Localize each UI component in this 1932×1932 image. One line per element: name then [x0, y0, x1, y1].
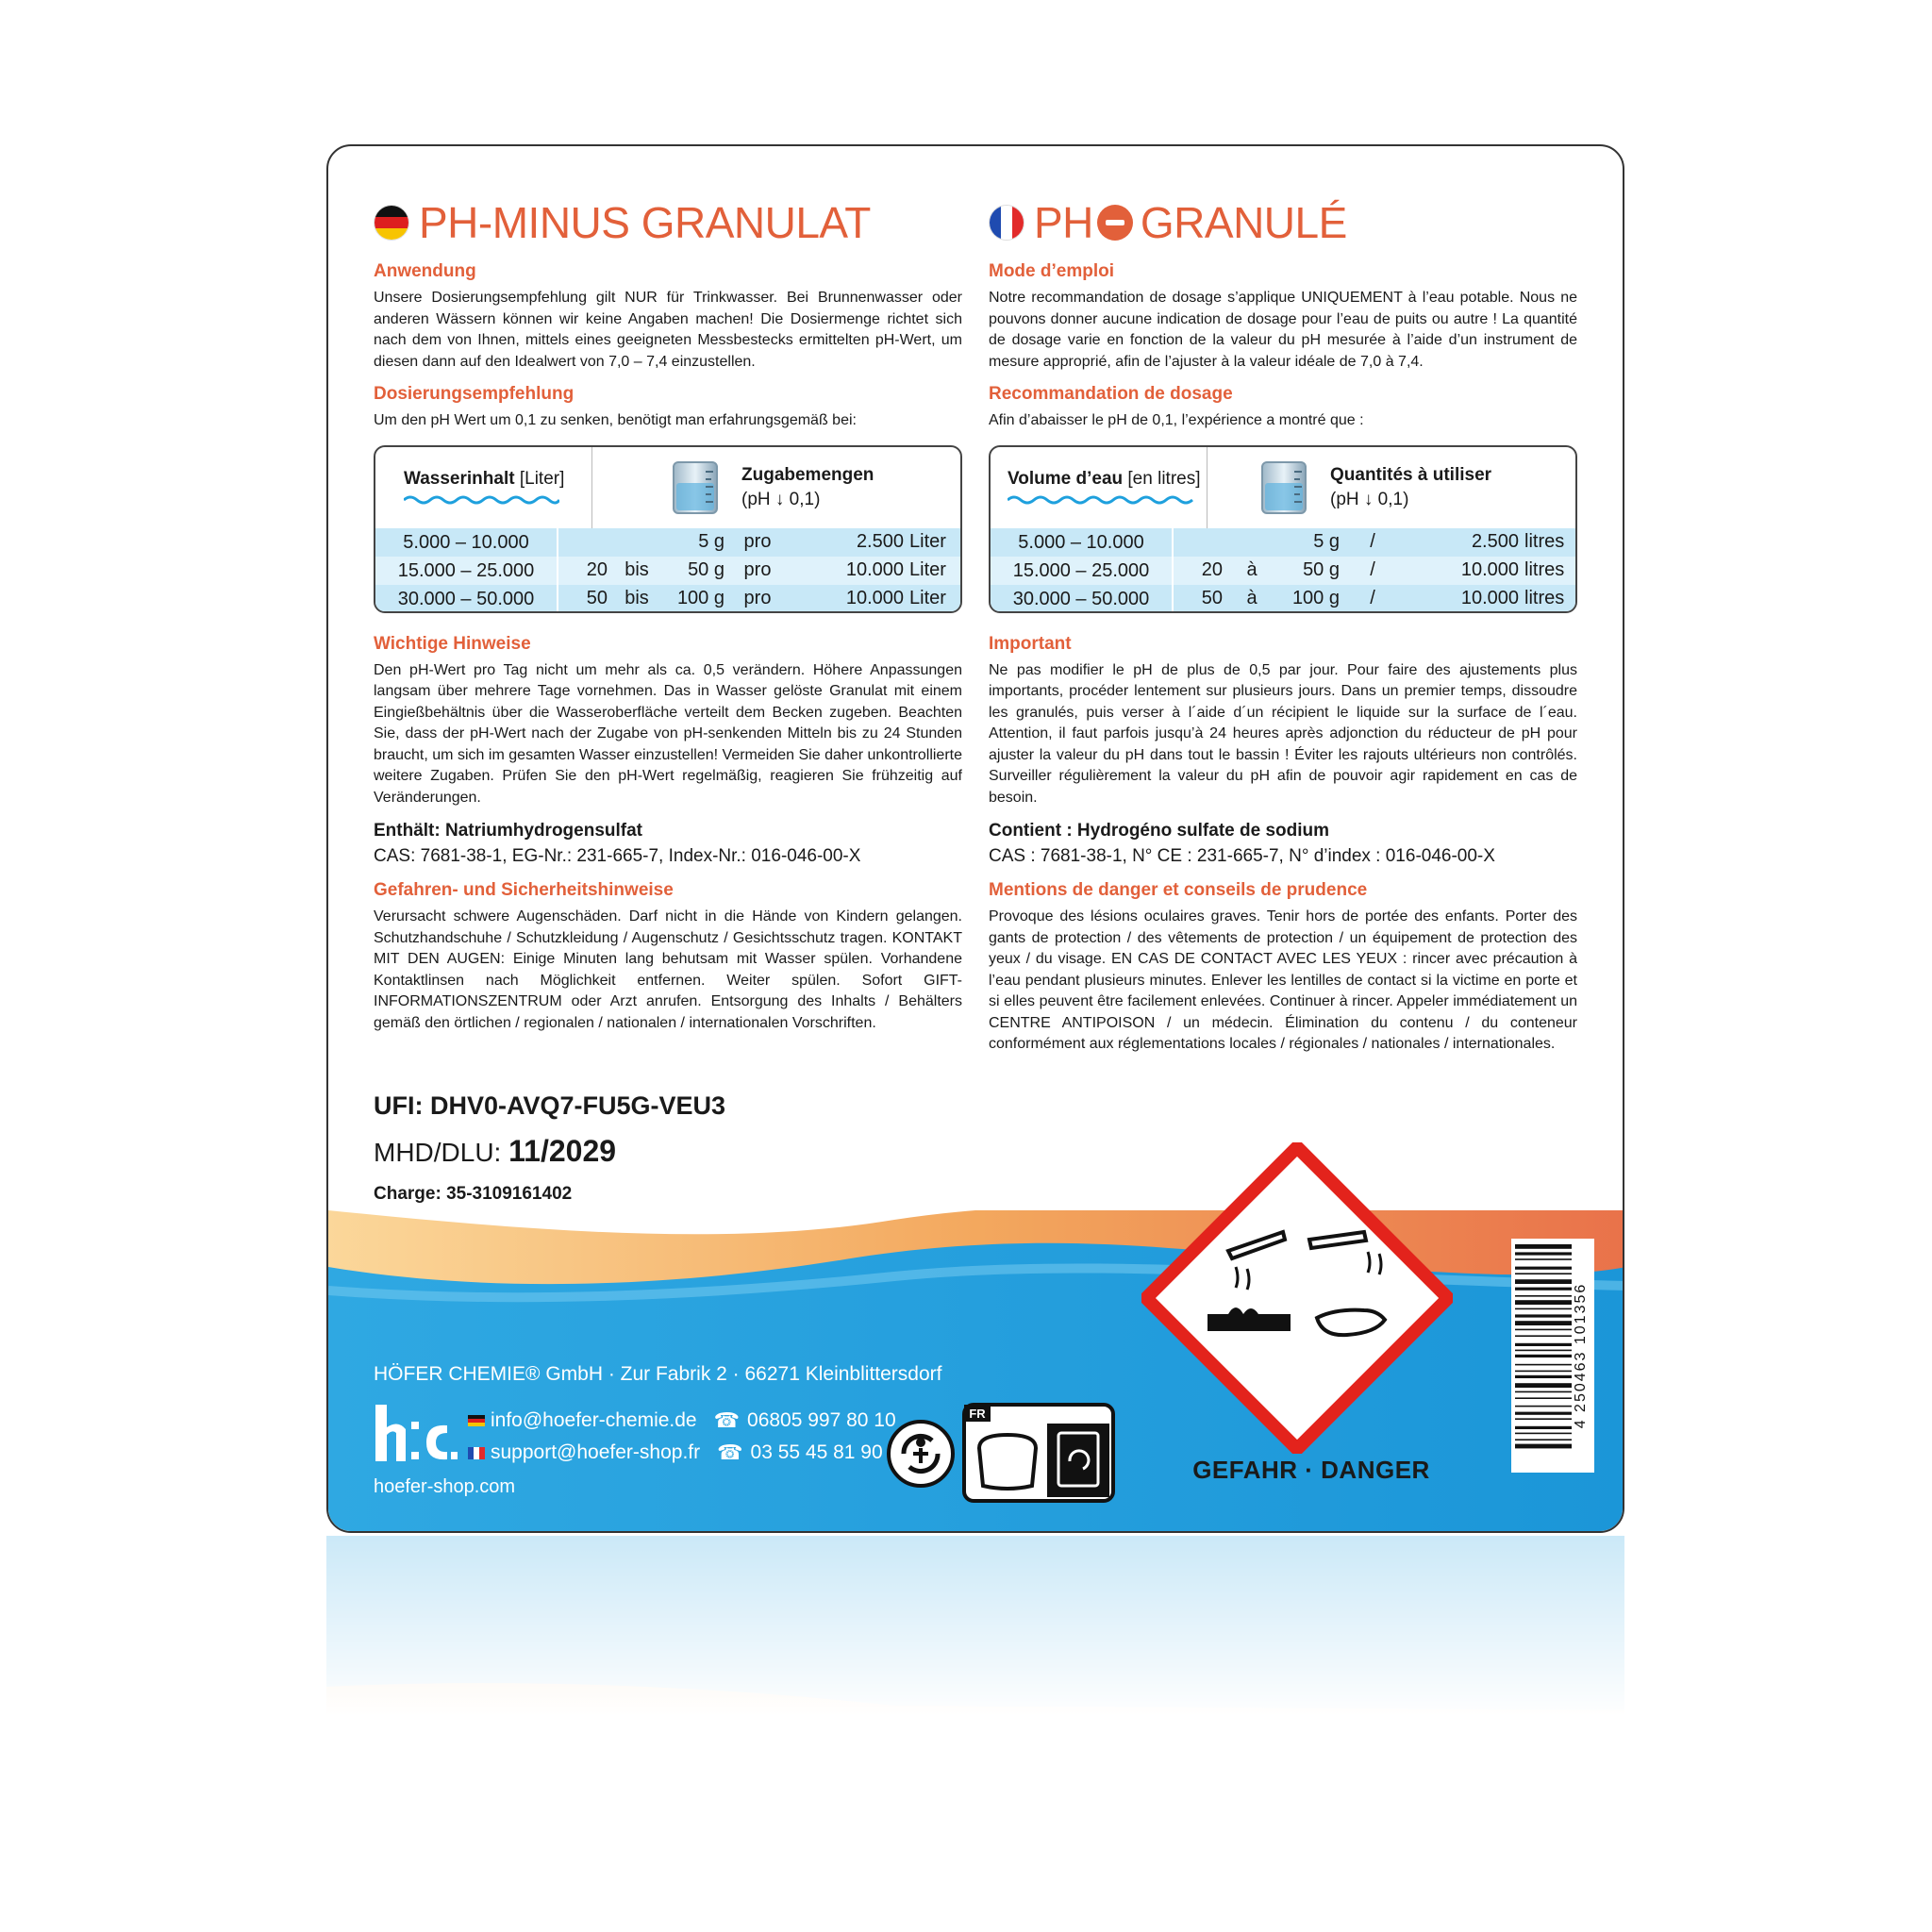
barcode-bar	[1515, 1329, 1572, 1331]
barcode-bar	[1515, 1391, 1572, 1393]
barcode-bar	[1515, 1355, 1572, 1357]
barcode-bar	[1515, 1444, 1572, 1449]
barcode-bar	[1515, 1288, 1572, 1291]
hc-logo	[374, 1401, 458, 1467]
beaker-icon	[668, 458, 723, 517]
amount-max: 5 g	[698, 531, 724, 552]
phone-icon: ☎	[717, 1441, 743, 1464]
amount-sep: bis	[625, 559, 649, 580]
fr-dose-heading: Recommandation de dosage	[989, 384, 1233, 404]
de-dose-table	[374, 445, 962, 613]
de-col1-unit: [Liter]	[519, 468, 565, 489]
volume-cell: 5.000 – 10.000	[991, 528, 1174, 557]
amount-min: 20	[586, 559, 608, 580]
table-row	[991, 528, 1575, 557]
danger-signal-word: GEFAHR · DANGER	[1192, 1456, 1430, 1484]
amount-min: 50	[1201, 588, 1223, 608]
wave-icon	[404, 493, 559, 507]
de-dose-heading: Dosierungsempfehlung	[374, 384, 575, 404]
per-word: /	[1370, 588, 1375, 608]
barcode-bar	[1515, 1375, 1572, 1378]
de-notes-text: Den pH-Wert pro Tag nicht um mehr als ca. 0,5 verändern. Höhere Anpassungen langsam über mehrere Tage vornehmen. Das in Wasser gelöste Granulat mit einem Eingießbehältnis über die Wasseroberfläche verteilt dem Becken zugeben. Beachten Sie, dass der pH-Wert nach der Zugabe von pH-senkenden Mitteln bis zu 24 Stunden braucht, um sich im gesamten Wasser einzustellen! Vermeiden Sie daher unkontrollierte weitere Zugaben. Prüfen Sie den pH-Wert regelmäßig, reagieren Sie frühzeitig auf Veränderungen.	[374, 661, 962, 806]
beaker-icon	[1257, 458, 1311, 517]
de-dose-intro: Um den pH Wert um 0,1 zu senken, benötigt man erfahrungsgemäß bei:	[374, 412, 857, 428]
barcode-bar	[1515, 1343, 1572, 1346]
de-cas: CAS: 7681-38-1, EG-Nr.: 231-665-7, Index-Nr.: 016-046-00-X	[374, 846, 861, 866]
german-column	[374, 195, 962, 1034]
triman-icon	[889, 1422, 953, 1486]
de-notes-heading: Wichtige Hinweise	[374, 633, 531, 654]
table-row	[375, 557, 960, 585]
amount-max: 5 g	[1313, 531, 1340, 552]
germany-flag-icon	[374, 205, 409, 241]
volume-cell: 30.000 – 50.000	[991, 585, 1174, 613]
email-de[interactable]: info@hoefer-chemie.de	[491, 1409, 697, 1431]
fr-usage-text: Notre recommandation de dosage s’applique UNIQUEMENT à l’eau potable. Nous ne pouvons donner aucune indication de dosage pour l’eau de puits ou autre ! La quantité de dosage varie en fonction de la valeur du pH mesurée à l’aide d’un instrument de mesure approprié, afin de l’ajuster à la valeur idéale de 7,0 à 7,4.	[989, 290, 1577, 370]
per-word: pro	[743, 588, 772, 608]
wave-icon	[1008, 493, 1196, 507]
contact-fr	[468, 1441, 883, 1465]
per-word: /	[1370, 559, 1375, 580]
de-usage-heading: Anwendung	[374, 261, 476, 281]
phone-de: 06805 997 80 10	[747, 1409, 896, 1431]
per-unit: litres	[1524, 588, 1565, 608]
barcode-bar	[1515, 1321, 1572, 1325]
barcode-number: 4 250463 101356	[1573, 1282, 1589, 1429]
fr-col1-unit: [en litres]	[1127, 468, 1201, 489]
table-row	[375, 585, 960, 613]
barcode-bar	[1515, 1397, 1572, 1399]
fr-col2-sub: (pH ↓ 0,1)	[1330, 489, 1409, 509]
french-column	[989, 195, 1577, 1056]
per-unit: Liter	[909, 588, 946, 608]
barcode-bar	[1515, 1300, 1572, 1305]
corrosive-ghs05-icon	[1141, 1142, 1453, 1454]
fr-title-row	[989, 195, 1577, 250]
per-volume: 10.000	[1460, 559, 1519, 580]
volume-cell: 5.000 – 10.000	[375, 528, 558, 557]
amount-max: 100 g	[1291, 588, 1340, 608]
barcode-icon	[1511, 1239, 1594, 1473]
per-volume: 10.000	[845, 588, 904, 608]
amount-min: 50	[586, 588, 608, 608]
amount-sep: à	[1246, 588, 1257, 608]
de-hazard-text: Verursacht schwere Augenschäden. Darf nicht in die Hände von Kindern gelangen. Schutzhandschuhe / Schutzkleidung / Augenschutz / Gesichtsschutz tragen. KONTAKT MIT DEN AUGEN: Einige Minuten lang behutsam mit Wasser spülen. Vorhandene Kontaktlinsen nach Möglichkeit entfernen. Weiter spülen. Sofort GIFT-INFORMATIONSZENTRUM oder Arzt anrufen. Entsorgung des Inhalts / Behälters gemäß den örtlichen / regionalen / nationalen / internationalen Vorschriften.	[374, 908, 962, 1031]
label-reflection	[326, 1536, 1624, 1724]
container-icon	[979, 1435, 1036, 1489]
fr-title-granule: GRANULÉ	[1140, 198, 1347, 247]
volume-cell: 15.000 – 25.000	[991, 557, 1174, 585]
table-row	[991, 557, 1575, 585]
per-unit: Liter	[909, 531, 946, 552]
batch-info	[374, 1091, 725, 1205]
barcode-bar	[1515, 1418, 1572, 1420]
barcode-bar	[1515, 1244, 1572, 1249]
barcode-bar	[1515, 1439, 1572, 1441]
de-title-row	[374, 195, 962, 250]
barcode-bar	[1515, 1267, 1572, 1270]
per-word: pro	[743, 531, 772, 552]
best-before	[374, 1134, 725, 1169]
barcode-bar	[1515, 1371, 1572, 1373]
de-contains: Enthält: Natriumhydrogensulfat	[374, 821, 643, 841]
amount-max: 50 g	[688, 559, 724, 580]
per-volume: 10.000	[1460, 588, 1519, 608]
volume-cell: 30.000 – 50.000	[375, 585, 558, 613]
ufi-code: UFI: DHV0-AVQ7-FU5G-VEU3	[374, 1091, 726, 1120]
barcode-bar	[1515, 1383, 1572, 1388]
barcode-bar	[1515, 1314, 1572, 1317]
per-word: /	[1370, 531, 1375, 552]
fr-hazard-text: Provoque des lésions oculaires graves. Tenir hors de portée des enfants. Porter des gants de protection / des vêtements de protection / un équipement de protection des yeux / du visage. EN CAS DE CONTACT AVEC LES YEUX : rincer avec précaution à l’eau pendant plusieurs minutes. Enlever les lentilles de contact si la victime en porte et si elles peuvent être facilement enlevées. Continuer à rincer. Appeler immédiatement un CENTRE ANTIPOISON / un médecin. Élimination du contenu / du conteneur conformément aux réglementations locales / régionales / nationales / internationales.	[989, 908, 1577, 1052]
recycling-info	[885, 1393, 1130, 1511]
product-label	[326, 144, 1624, 1533]
fr-dose-intro: Afin d’abaisser le pH de 0,1, l’expérience a montré que :	[989, 412, 1364, 428]
germany-flag-icon	[468, 1415, 485, 1427]
fr-cas: CAS : 7681-38-1, N° CE : 231-665-7, N° d’index : 016-046-00-X	[989, 846, 1495, 866]
amount-max: 50 g	[1303, 559, 1340, 580]
barcode-bar	[1515, 1258, 1572, 1260]
website[interactable]: hoefer-shop.com	[374, 1476, 516, 1497]
france-flag-icon	[468, 1447, 485, 1459]
fr-notes-heading: Important	[989, 633, 1072, 654]
company-address: HÖFER CHEMIE® GmbH · Zur Fabrik 2 · 66271 Kleinblittersdorf	[374, 1363, 942, 1385]
phone-icon: ☎	[713, 1408, 741, 1432]
fr-dose-table	[989, 445, 1577, 613]
contact-de	[468, 1408, 896, 1433]
de-col2-sub: (pH ↓ 0,1)	[741, 489, 821, 509]
barcode-bar	[1515, 1308, 1572, 1310]
fr-notes-text: Ne pas modifier le pH de plus de 0,5 par jour. Pour faire des ajustements plus importants, procéder lentement sur plusieurs jours. Dans un premier temps, dissoudre les granulés, puis verser à l´aide d´un récipient le liquide sur la surface de l´eau. Attention, il faut parfois jusqu’à 24 heures après adjonction du réducteur de pH pour ajuster la valeur du pH dans tout le bassin ! Éviter les rajouts ultérieurs non contrôlés. Surveiller régulièrement la valeur du pH afin de pouvoir agir rapidement en cas de besoin.	[989, 661, 1577, 806]
per-volume: 10.000	[845, 559, 904, 580]
de-title: PH-MINUS GRANULAT	[419, 198, 871, 247]
de-col1-header: Wasserinhalt	[404, 468, 515, 489]
france-flag-icon	[989, 205, 1024, 241]
de-hazard-heading: Gefahren- und Sicherheitshinweise	[374, 880, 674, 900]
fr-title-ph: PH	[1034, 198, 1093, 247]
email-fr[interactable]: support@hoefer-shop.fr	[491, 1441, 701, 1463]
barcode-bar	[1515, 1350, 1572, 1352]
amount-max: 100 g	[676, 588, 724, 608]
de-col2-header: Zugabemengen	[741, 464, 874, 485]
per-word: pro	[743, 559, 772, 580]
barcode-bar	[1515, 1252, 1572, 1255]
amount-sep: à	[1246, 559, 1257, 580]
barcode-bar	[1515, 1273, 1572, 1274]
fr-col1-header: Volume d’eau	[1008, 468, 1124, 489]
minus-icon	[1097, 205, 1133, 241]
barcode-bar	[1515, 1279, 1572, 1284]
fr-contains: Contient : Hydrogéno sulfate de sodium	[989, 821, 1330, 841]
per-unit: litres	[1524, 531, 1565, 552]
table-row	[991, 585, 1575, 613]
mhd-value: 11/2029	[508, 1134, 617, 1168]
barcode-bar	[1515, 1433, 1572, 1435]
per-volume: 2.500	[1471, 531, 1519, 552]
barcode-bar	[1515, 1412, 1572, 1415]
de-usage-text: Unsere Dosierungsempfehlung gilt NUR für Trinkwasser. Bei Brunnenwasser oder anderen Wässern können wir keine Angaben machen! Die Dosiermenge richtet sich nach dem von Ihnen, mittels eines geeigneten Messbestecks ermittelten pH-Wert, um diesen dann auf den Idealwert von 7,0 – 7,4 einzustellen.	[374, 290, 962, 370]
fr-hazard-heading: Mentions de danger et conseils de prudence	[989, 880, 1368, 900]
volume-cell: 15.000 – 25.000	[375, 557, 558, 585]
amount-min: 20	[1201, 559, 1223, 580]
triman-fr-tag: FR	[969, 1407, 986, 1421]
mhd-label: MHD/DLU:	[374, 1138, 502, 1167]
per-volume: 2.500	[856, 531, 904, 552]
barcode-bar	[1515, 1295, 1572, 1297]
barcode-bar	[1515, 1406, 1572, 1407]
table-row	[375, 528, 960, 557]
barcode-bar	[1515, 1364, 1572, 1366]
per-unit: litres	[1524, 559, 1565, 580]
barcode-bar	[1515, 1426, 1572, 1429]
barcode-bar	[1515, 1335, 1572, 1337]
fr-col2-header: Quantités à utiliser	[1330, 464, 1492, 485]
amount-sep: bis	[625, 588, 649, 608]
fr-usage-heading: Mode d’emploi	[989, 261, 1114, 281]
phone-fr: 03 55 45 81 90	[750, 1441, 883, 1463]
per-unit: Liter	[909, 559, 946, 580]
charge-number: Charge: 35-3109161402	[374, 1184, 573, 1204]
